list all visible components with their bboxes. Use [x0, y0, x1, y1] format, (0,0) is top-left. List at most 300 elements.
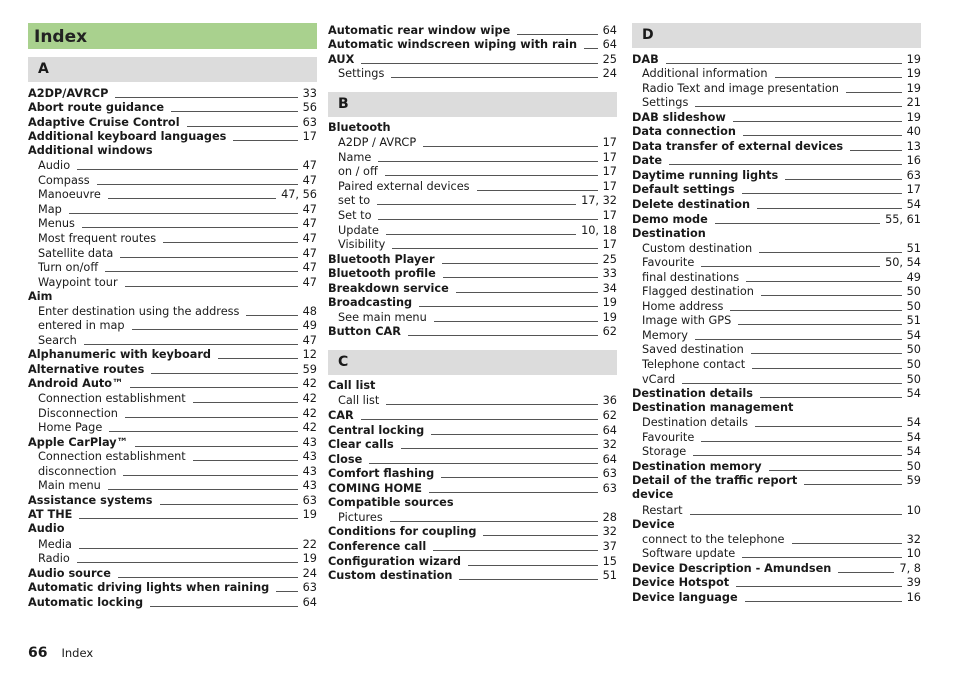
dot-leader [483, 535, 597, 536]
entry-page: 37 [602, 539, 617, 553]
index-entry [28, 101, 317, 116]
dot-leader [125, 417, 298, 418]
entry-label: Destination details [632, 387, 753, 401]
entry-page: 64 [302, 595, 317, 609]
index-entry [632, 590, 921, 605]
index-entry [28, 595, 317, 610]
entry-label: A2DP/AVRCP [28, 86, 109, 100]
entry-page: 49 [906, 270, 921, 284]
entry-page: 50 [906, 358, 921, 372]
dot-leader [738, 324, 901, 325]
index-heading: Compatible sources [328, 495, 454, 509]
index-subentry [328, 223, 617, 238]
entry-label: Visibility [338, 238, 386, 252]
entry-page: 63 [302, 115, 317, 129]
index-subentry [28, 319, 317, 334]
entry-label: Favourite [642, 256, 695, 270]
entry-label: Assistance systems [28, 493, 153, 507]
entry-page: 42 [302, 392, 317, 406]
entry-page: 50, 54 [885, 256, 921, 270]
entry-label: Date [632, 154, 663, 168]
entry-page: 63 [302, 581, 317, 595]
index-subentry [328, 67, 617, 82]
entry-page: 33 [302, 86, 317, 100]
index-entry [328, 38, 617, 53]
entry-page: 50 [906, 285, 921, 299]
entry-label: Custom destination [642, 241, 753, 255]
index-entry [632, 139, 921, 154]
entry-page: 54 [906, 416, 921, 430]
dot-leader [135, 446, 298, 447]
dot-leader [109, 431, 297, 432]
index-subentry [28, 188, 317, 203]
dot-leader [408, 335, 598, 336]
entry-label: Disconnection [38, 406, 118, 420]
entry-label: Connection establishment [38, 392, 186, 406]
index-subentry [28, 173, 317, 188]
index-entry [632, 197, 921, 212]
entry-label: Custom destination [328, 569, 453, 583]
entry-label: Media [38, 537, 72, 551]
entry-page: 54 [906, 445, 921, 459]
entry-label: Satellite data [38, 246, 114, 260]
index-entry [28, 377, 317, 392]
entry-page: 19 [602, 296, 617, 310]
entry-page: 25 [602, 52, 617, 66]
index-subentry [28, 261, 317, 276]
entry-label: DAB slideshow [632, 110, 726, 124]
index-subentry [28, 464, 317, 479]
footer-section: Index [61, 646, 94, 660]
dot-leader [377, 204, 576, 205]
entry-label: Paired external devices [338, 179, 470, 193]
dot-leader [850, 150, 901, 151]
dot-leader [743, 135, 902, 136]
index-subentry [632, 416, 921, 431]
entry-page: 17 [602, 165, 617, 179]
dot-leader [693, 455, 901, 456]
entry-page: 50 [906, 372, 921, 386]
entry-label: Pictures [338, 510, 383, 524]
entry-page: 17 [602, 209, 617, 223]
index-subentry [28, 159, 317, 174]
dot-leader [755, 426, 902, 427]
entry-page: 17 [602, 136, 617, 150]
index-entry [28, 566, 317, 581]
entry-label: Adaptive Cruise Control [28, 115, 180, 129]
entry-page: 25 [602, 252, 617, 266]
entry-label: Bluetooth profile [328, 267, 436, 281]
entry-page: 24 [302, 566, 317, 580]
index-entry [632, 110, 921, 125]
entry-page: 51 [906, 314, 921, 328]
entry-label: Automatic windscreen wiping with rain [328, 38, 578, 52]
entry-label: Conditions for coupling [328, 525, 477, 539]
entry-page: 54 [906, 198, 921, 212]
dot-leader [401, 448, 598, 449]
entry-label: Most frequent routes [38, 232, 157, 246]
dot-leader [419, 306, 598, 307]
entry-page: 17 [302, 130, 317, 144]
entry-label: Flagged destination [642, 285, 754, 299]
entry-label: Conference call [328, 539, 427, 553]
entry-page: 19 [906, 52, 921, 66]
entry-label: Turn on/off [38, 261, 99, 275]
entry-page: 47, 56 [281, 188, 317, 202]
index-entry [28, 348, 317, 363]
entry-page: 63 [602, 467, 617, 481]
dot-leader [517, 34, 597, 35]
index-heading: Call list [328, 379, 376, 393]
entry-label: Image with GPS [642, 314, 732, 328]
index-entry [632, 387, 921, 402]
entry-page: 32 [602, 438, 617, 452]
index-subentry [28, 406, 317, 421]
dot-leader [151, 373, 297, 374]
dot-leader [730, 310, 901, 311]
index-subentry [28, 450, 317, 465]
dot-leader [838, 572, 894, 573]
entry-label: Data connection [632, 125, 736, 139]
entry-page: 36 [602, 394, 617, 408]
entry-page: 64 [602, 423, 617, 437]
index-subentry [632, 285, 921, 300]
entry-label: Settings [338, 67, 385, 81]
section-letter-a: A [28, 57, 317, 82]
index-entry [328, 438, 617, 453]
index-entry [632, 52, 921, 67]
dot-leader [392, 248, 597, 249]
index-heading: Audio [28, 522, 65, 536]
index-entry [328, 52, 617, 67]
dot-leader [369, 463, 597, 464]
entry-page: 39 [906, 576, 921, 590]
index-entry [28, 435, 317, 450]
entry-label: Storage [642, 445, 687, 459]
entry-label: Call list [338, 394, 380, 408]
index-subentry [328, 208, 617, 223]
dot-leader [760, 397, 902, 398]
index-entry [328, 525, 617, 540]
index-subentry [28, 552, 317, 567]
entry-page: 19 [906, 110, 921, 124]
entry-page: 50 [906, 299, 921, 313]
entry-label: Radio Text and image presentation [642, 81, 839, 95]
entry-label: Connection establishment [38, 450, 186, 464]
index-entry [328, 452, 617, 467]
index-entry [28, 508, 317, 523]
dot-leader [125, 286, 298, 287]
dot-leader [130, 387, 297, 388]
entry-label: Restart [642, 503, 683, 517]
index-subentry [328, 310, 617, 325]
entry-page: 63 [302, 493, 317, 507]
dot-leader [378, 161, 597, 162]
entry-page: 64 [602, 38, 617, 52]
entry-label: Alphanumeric with keyboard [28, 348, 212, 362]
dot-leader [742, 193, 902, 194]
index-subentry [632, 532, 921, 547]
entry-label: Device language [632, 590, 738, 604]
index-subentry [28, 304, 317, 319]
index-entry [632, 125, 921, 140]
index-subentry [28, 231, 317, 246]
index-heading: Device [632, 517, 675, 531]
entry-label: Menus [38, 217, 75, 231]
index-entry [328, 569, 617, 584]
entry-label: Search [38, 333, 77, 347]
index-column-3 [632, 23, 921, 605]
index-heading: Aim [28, 289, 53, 303]
entry-page: 32 [602, 525, 617, 539]
entry-page: 16 [906, 590, 921, 604]
entry-label: Alternative routes [28, 362, 145, 376]
dot-leader [695, 339, 902, 340]
dot-leader [82, 227, 298, 228]
index-subentry [328, 238, 617, 253]
dot-leader [79, 548, 298, 549]
entry-page: 47 [302, 246, 317, 260]
entry-label: Android Auto™ [28, 377, 124, 391]
index-heading: Destination management [632, 401, 794, 415]
dot-leader [759, 252, 901, 253]
index-entry [328, 281, 617, 296]
entry-label: Data transfer of external devices [632, 139, 844, 153]
entry-label: Comfort flashing [328, 467, 435, 481]
dot-leader [246, 315, 297, 316]
dot-leader [442, 263, 598, 264]
index-subentry [632, 430, 921, 445]
entry-label: Update [338, 223, 379, 237]
dot-leader [77, 169, 298, 170]
entry-page: 17 [906, 183, 921, 197]
entry-label: Destination memory [632, 459, 762, 473]
entry-label: Daytime running lights [632, 168, 779, 182]
dot-leader [97, 184, 298, 185]
dot-leader [690, 514, 902, 515]
entry-page: 47 [302, 261, 317, 275]
entry-label: disconnection [38, 464, 117, 478]
entry-label: set to [338, 194, 371, 208]
index-entry [328, 539, 617, 554]
dot-leader [385, 175, 598, 176]
page-number: 66 [28, 645, 48, 661]
entry-label: See main menu [338, 310, 427, 324]
dot-leader [736, 586, 901, 587]
entry-label: entered in map [38, 319, 125, 333]
entry-label: Home Page [38, 421, 103, 435]
entry-page: 21 [906, 96, 921, 110]
entry-label: vCard [642, 372, 676, 386]
entry-page: 15 [602, 554, 617, 568]
entry-label: Additional keyboard languages [28, 130, 227, 144]
dot-leader [477, 190, 598, 191]
entry-label: Enter destination using the address [38, 304, 240, 318]
dot-leader [120, 257, 297, 258]
index-entry [632, 576, 921, 591]
index-subentry [28, 275, 317, 290]
dot-leader [785, 179, 901, 180]
entry-page: 19 [906, 67, 921, 81]
entry-page: 54 [906, 387, 921, 401]
entry-label: Apple CarPlay™ [28, 435, 128, 449]
dot-leader [434, 321, 598, 322]
dot-leader [757, 208, 902, 209]
entry-page: 16 [906, 154, 921, 168]
entry-page: 59 [302, 362, 317, 376]
index-subentry [328, 394, 617, 409]
entry-page: 62 [602, 409, 617, 423]
dot-leader [792, 543, 902, 544]
dot-leader [456, 292, 598, 293]
entry-label: Demo mode [632, 212, 708, 226]
dot-leader [69, 213, 298, 214]
index-column-2 [328, 23, 617, 583]
index-entry [328, 467, 617, 482]
entry-page: 19 [602, 310, 617, 324]
entry-label: Default settings [632, 183, 735, 197]
index-subentry [28, 246, 317, 261]
dot-leader [105, 271, 298, 272]
dot-leader [441, 477, 597, 478]
index-heading: Bluetooth [328, 121, 391, 135]
entry-page: 55, 61 [885, 212, 921, 226]
dot-leader [386, 404, 597, 405]
index-subentry [328, 510, 617, 525]
entry-page: 17 [602, 150, 617, 164]
dot-leader [846, 92, 902, 93]
index-subentry [328, 150, 617, 165]
index-subentry [328, 165, 617, 180]
dot-leader [108, 198, 276, 199]
dot-leader [361, 419, 598, 420]
entry-page: 47 [302, 232, 317, 246]
entry-page: 19 [906, 81, 921, 95]
entry-page: 19 [302, 508, 317, 522]
dot-leader [386, 234, 576, 235]
dot-leader [715, 223, 880, 224]
entry-label: Automatic driving lights when raining [28, 581, 270, 595]
dot-leader [584, 48, 598, 49]
entry-page: 62 [602, 325, 617, 339]
index-entry [632, 154, 921, 169]
entry-page: 42 [302, 406, 317, 420]
entry-label: Clear calls [328, 438, 394, 452]
index-subentry [632, 328, 921, 343]
index-subentry [632, 96, 921, 111]
entry-page: 56 [302, 101, 317, 115]
index-column-1 [28, 23, 317, 610]
entry-page: 34 [602, 281, 617, 295]
index-subentry [28, 537, 317, 552]
entry-page: 42 [302, 421, 317, 435]
entry-label: Delete destination [632, 198, 751, 212]
dot-leader [163, 242, 298, 243]
entry-page: 40 [906, 125, 921, 139]
index-entry [328, 325, 617, 340]
entry-label: Name [338, 150, 372, 164]
entry-page: 19 [302, 552, 317, 566]
dot-leader [77, 562, 298, 563]
entry-label: Destination details [642, 416, 749, 430]
entry-label: Memory [642, 328, 688, 342]
dot-leader [751, 353, 902, 354]
dot-leader [115, 97, 297, 98]
dot-leader [108, 489, 298, 490]
index-subentry [632, 357, 921, 372]
entry-page: 42 [302, 377, 317, 391]
dot-leader [431, 434, 597, 435]
entry-page: 50 [906, 459, 921, 473]
entry-label: Waypoint tour [38, 275, 118, 289]
dot-leader [701, 441, 901, 442]
index-entry [28, 115, 317, 130]
dot-leader [171, 111, 298, 112]
entry-label: Home address [642, 299, 724, 313]
entry-page: 13 [906, 139, 921, 153]
entry-page: 22 [302, 537, 317, 551]
entry-page: 47 [302, 159, 317, 173]
dot-leader [752, 368, 901, 369]
index-entry [632, 474, 921, 489]
dot-leader [233, 140, 297, 141]
entry-label: Button CAR [328, 325, 401, 339]
dot-leader [746, 281, 902, 282]
entry-label: Manoeuvre [38, 188, 101, 202]
dot-leader [775, 77, 902, 78]
index-entry [328, 423, 617, 438]
index-entry [328, 554, 617, 569]
entry-page: 43 [302, 479, 317, 493]
index-subentry [28, 421, 317, 436]
index-heading: Destination [632, 226, 706, 240]
dot-leader [733, 121, 902, 122]
dot-leader [669, 164, 902, 165]
entry-label: Compass [38, 173, 90, 187]
entry-page: 12 [302, 348, 317, 362]
entry-label: Device Hotspot [632, 576, 730, 590]
entry-page: 17 [602, 179, 617, 193]
dot-leader [390, 521, 598, 522]
entry-label: connect to the telephone [642, 532, 785, 546]
entry-label: Bluetooth Player [328, 252, 435, 266]
dot-leader [187, 126, 298, 127]
entry-label: Favourite [642, 430, 695, 444]
index-subentry [632, 343, 921, 358]
section-letter-d: D [632, 23, 921, 48]
dot-leader [79, 518, 297, 519]
index-subentry [632, 372, 921, 387]
index-subentry [632, 547, 921, 562]
entry-page: 50 [906, 343, 921, 357]
entry-page: 47 [302, 217, 317, 231]
index-subentry [632, 241, 921, 256]
entry-label: DAB [632, 52, 659, 66]
index-subentry [632, 67, 921, 82]
dot-leader [468, 565, 598, 566]
index-heading: device [632, 488, 674, 502]
index-subentry [632, 270, 921, 285]
entry-page: 33 [602, 267, 617, 281]
dot-leader [160, 504, 298, 505]
index-subentry [28, 202, 317, 217]
entry-label: COMING HOME [328, 481, 423, 495]
entry-page: 47 [302, 202, 317, 216]
entry-page: 59 [906, 474, 921, 488]
dot-leader [193, 402, 298, 403]
index-entry [632, 212, 921, 227]
dot-leader [361, 63, 597, 64]
